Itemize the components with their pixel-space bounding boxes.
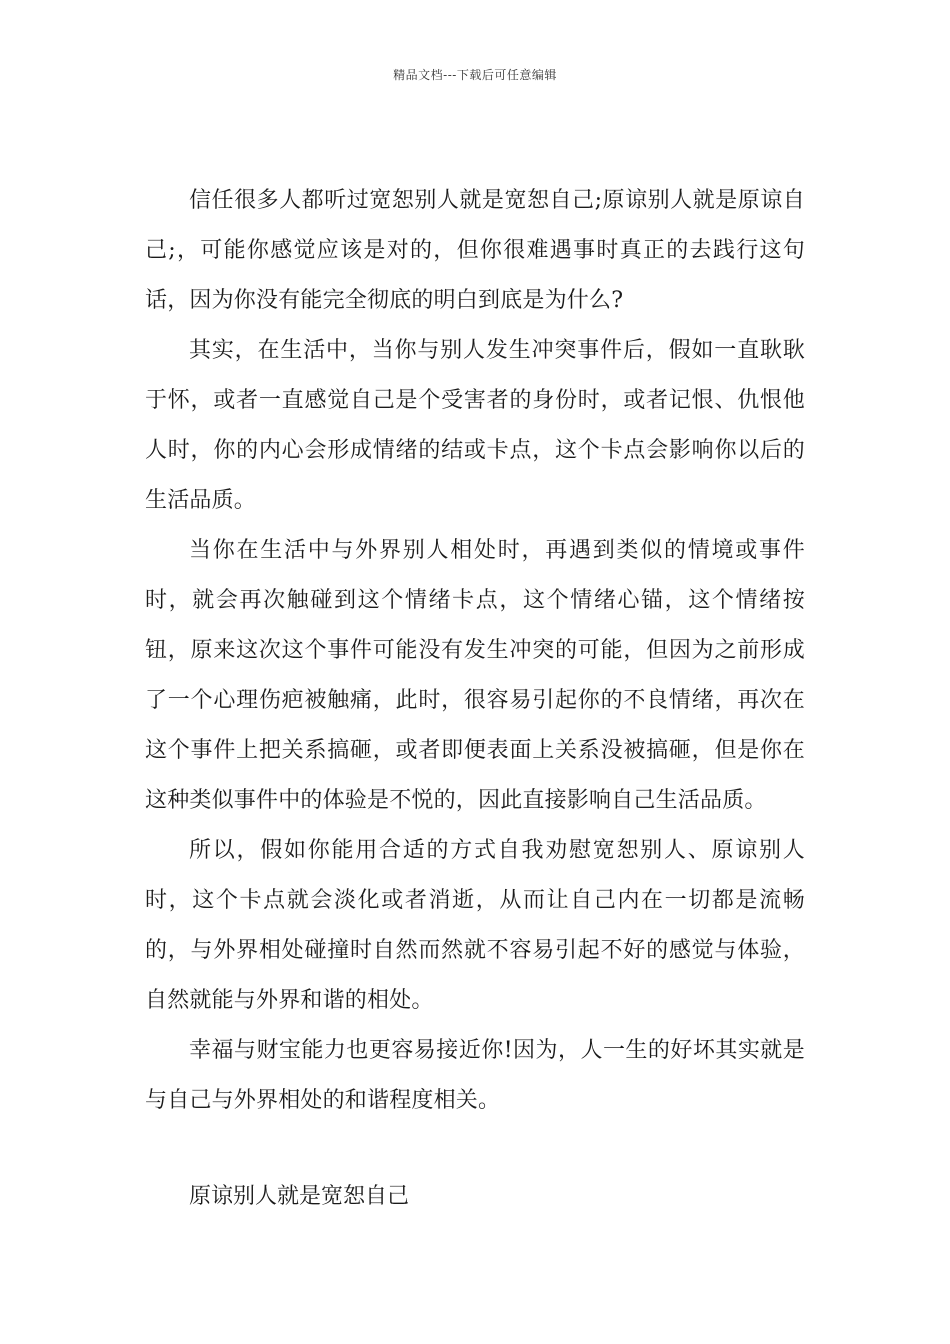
paragraph-trigger: 当你在生活中与外界别人相处时，再遇到类似的情境或事件时，就会再次触碰到这个情绪卡点，这个情绪心锚，这个情绪按钮，原来这次这个事件可能没有发生冲突的可能，但因为之前形成了一个心理伤疤被触痛，此时，很容易引起你的不良情绪，再次在这个事件上把关系搞砸，或者即便表面上关系没被搞砸，但是你在这种类似事件中的体验是不悦的，因此直接影响自己生活品质。 <box>145 538 805 813</box>
article-body <box>145 176 805 1126</box>
section-subtitle: 原谅别人就是宽恕自己 <box>189 1184 410 1209</box>
page-header: 精品文档---下载后可任意编辑 <box>393 68 557 82</box>
paragraph-trust: 信任很多人都听过宽恕别人就是宽恕自己;原谅别人就是原谅自己;，可能你感觉应该是对的，但你很难遇事时真正的去践行这句话，因为你没有能完全彻底的明白到底是为什么? <box>145 188 805 313</box>
paragraph-happiness: 幸福与财宝能力也更容易接近你!因为，人一生的好坏其实就是与自己与外界相处的和谐程度相关。 <box>145 1038 805 1113</box>
paragraph-forgive: 所以，假如你能用合适的方式自我劝慰宽恕别人、原谅别人时，这个卡点就会淡化或者消逝，从而让自己内在一切都是流畅的，与外界相处碰撞时自然而然就不容易引起不好的感觉与体验，自然就能与外界和谐的相处。 <box>145 838 805 1013</box>
paragraph-conflict: 其实，在生活中，当你与别人发生冲突事件后，假如一直耿耿于怀，或者一直感觉自己是个受害者的身份时，或者记恨、仇恨他人时，你的内心会形成情绪的结或卡点，这个卡点会影响你以后的生活品质。 <box>145 338 805 513</box>
